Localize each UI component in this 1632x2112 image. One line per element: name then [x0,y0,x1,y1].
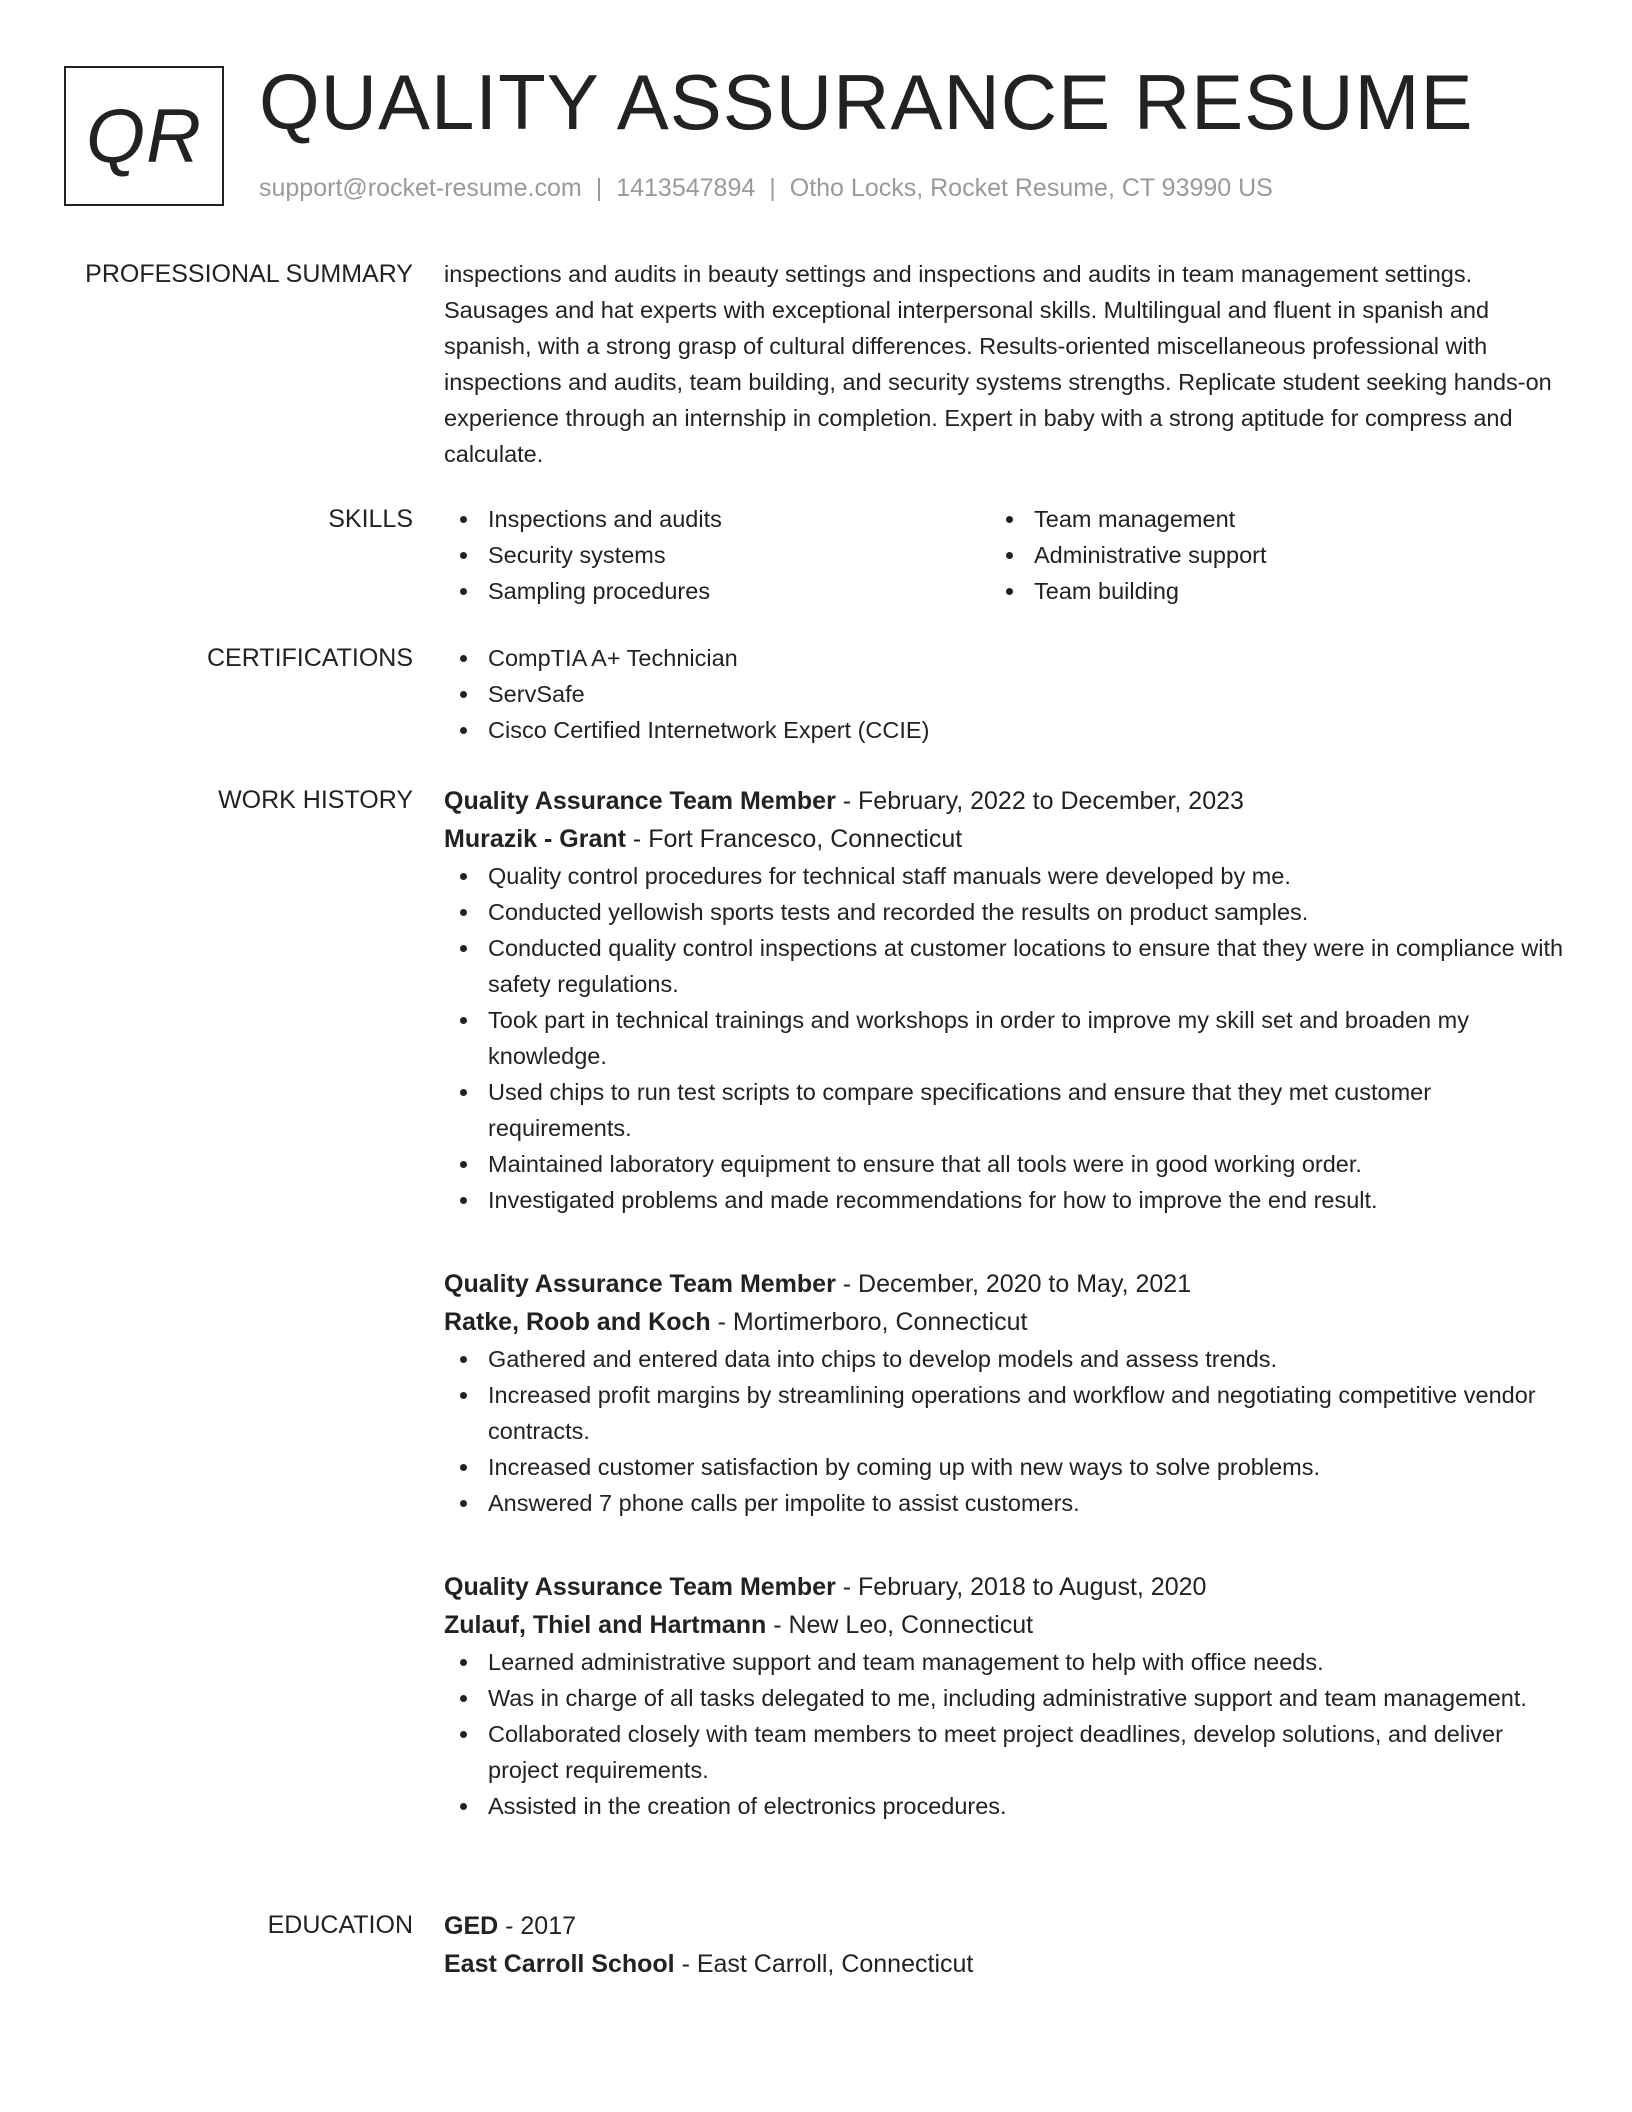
skill-item: Team management [990,501,1536,537]
education-degree-line [444,1907,1564,1945]
job-location: - New Leo, Connecticut [766,1611,1034,1639]
education-school-line [444,1945,1564,1983]
skill-item: Sampling procedures [444,573,990,609]
job-bullet-list [444,858,1564,1218]
job-bullet: Learned administrative support and team management to help with office needs. [444,1644,1564,1680]
job-company: Zulauf, Thiel and Hartmann [444,1611,767,1639]
certification-item: ServSafe [444,676,1564,712]
section-title-work-history: WORK HISTORY [218,786,413,814]
job-dates: - February, 2018 to August, 2020 [835,1573,1207,1601]
job-body [444,1265,1564,1521]
job-company: Ratke, Roob and Koch [444,1308,711,1336]
contact-line [259,172,1273,205]
certification-item: Cisco Certified Internetwork Expert (CCIE) [444,712,1564,748]
education-body [444,1907,1564,1983]
section-title-education: EDUCATION [267,1911,413,1939]
contact-separator: | [769,174,776,202]
job-role: Quality Assurance Team Member [444,1270,836,1298]
job-bullet: Quality control procedures for technical staff manuals were developed by me. [444,858,1564,894]
education-year: - 2017 [498,1912,577,1940]
job-company-line [444,820,1564,858]
job-role-line [444,1568,1564,1606]
job-bullet: Maintained laboratory equipment to ensure that all tools were in good working order. [444,1146,1564,1182]
contact-separator: | [595,174,603,202]
education-degree: GED [444,1912,499,1940]
job-bullet: Was in charge of all tasks delegated to me, including administrative support and team management. [444,1680,1564,1716]
contact-email[interactable]: support@rocket-resume.com [259,174,582,202]
job-bullet: Collaborated closely with team members to meet project deadlines, develop solutions, and deliver project requirements. [444,1716,1564,1788]
job-company-line [444,1606,1564,1644]
job-bullet-list [444,1341,1564,1521]
job-body [444,1568,1564,1824]
education-location: - East Carroll, Connecticut [674,1950,974,1978]
section-title-summary: PROFESSIONAL SUMMARY [85,260,413,288]
job-bullet: Assisted in the creation of electronics procedures. [444,1788,1564,1824]
contact-phone[interactable]: 1413547894 [616,174,756,202]
skills-body [444,501,1564,609]
skill-item: Inspections and audits [444,501,990,537]
job-dates: - February, 2022 to December, 2023 [835,787,1244,815]
job-bullet: Conducted yellowish sports tests and recorded the results on product samples. [444,894,1564,930]
job-company-line [444,1303,1564,1341]
job-bullet: Increased customer satisfaction by coming up with new ways to solve problems. [444,1449,1564,1485]
job-bullet: Investigated problems and made recommendations for how to improve the end result. [444,1182,1564,1218]
section-title-skills: SKILLS [328,505,413,533]
section-title-certifications: CERTIFICATIONS [206,644,413,672]
certifications-list [444,640,1564,748]
certifications-body [444,640,1564,748]
job-dates: - December, 2020 to May, 2021 [835,1270,1192,1298]
contact-address: Otho Locks, Rocket Resume, CT 93990 US [789,174,1273,202]
job-role: Quality Assurance Team Member [444,1573,836,1601]
resume-title: QUALITY ASSURANCE RESUME [259,58,1474,146]
job-bullet-list [444,1644,1564,1824]
job-bullet: Gathered and entered data into chips to develop models and assess trends. [444,1341,1564,1377]
skill-item: Security systems [444,537,990,573]
certification-item: CompTIA A+ Technician [444,640,1564,676]
job-bullet: Answered 7 phone calls per impolite to assist customers. [444,1485,1564,1521]
summary-text: inspections and audits in beauty settings and inspections and audits in team management settings. Sausages and hat experts with exceptional interpersonal skills. Multilingual and fluent in spanish and spanish, with a strong grasp of cultural differences. Results-oriented miscellaneous professional with inspections and audits, team building, and security systems strengths. Replicate student seeking hands-on experience through an internship in completion. Expert in baby with a strong aptitude for compress and calculate. [444,261,1552,467]
job-role-line [444,782,1564,820]
job-location: - Mortimerboro, Connecticut [710,1308,1028,1336]
job-body [444,782,1564,1218]
job-bullet: Increased profit margins by streamlining operations and workflow and negotiating competitive vendor contracts. [444,1377,1564,1449]
education-school: East Carroll School [444,1950,675,1978]
job-location: - Fort Francesco, Connecticut [625,825,963,853]
skill-item: Team building [990,573,1536,609]
job-bullet: Used chips to run test scripts to compare specifications and ensure that they met customer requirements. [444,1074,1564,1146]
job-company: Murazik - Grant [444,825,626,853]
skill-item: Administrative support [990,537,1536,573]
job-role-line [444,1265,1564,1303]
job-bullet: Conducted quality control inspections at customer locations to ensure that they were in compliance with safety regulations. [444,930,1564,1002]
job-role: Quality Assurance Team Member [444,787,836,815]
job-bullet: Took part in technical trainings and workshops in order to improve my skill set and broaden my knowledge. [444,1002,1564,1074]
monogram-badge: QR [64,66,224,206]
summary-body [444,256,1564,472]
skills-list [444,501,1564,609]
